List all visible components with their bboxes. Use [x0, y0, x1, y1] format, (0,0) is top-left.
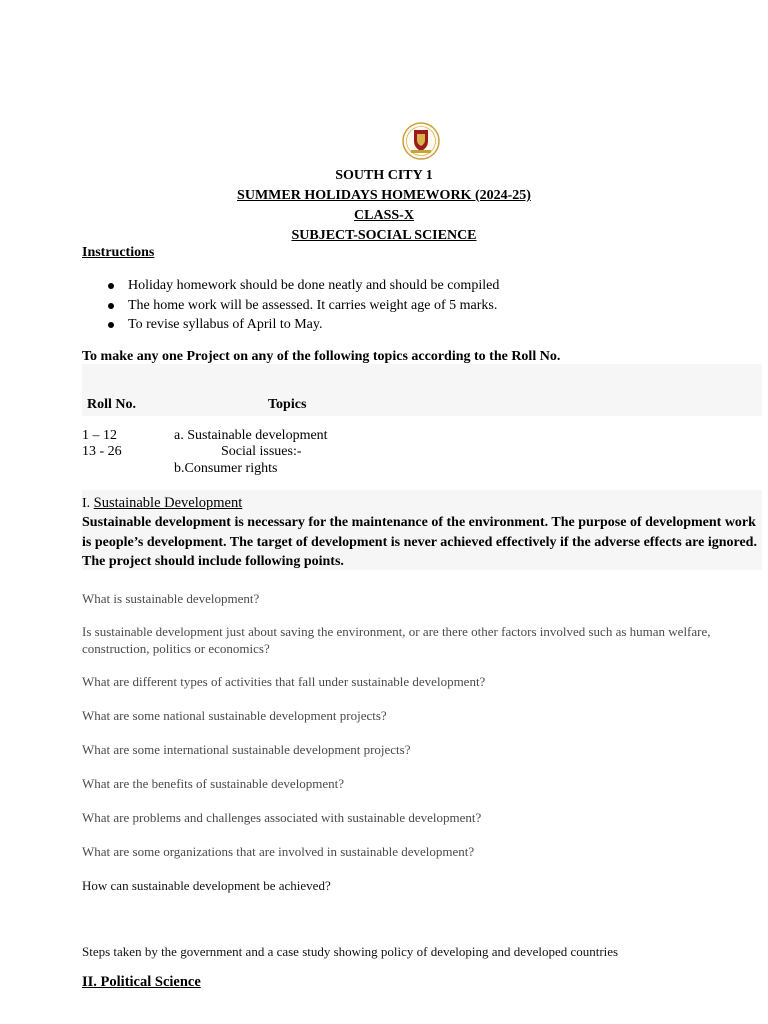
table-extra-topic: b.Consumer rights [174, 461, 278, 476]
question-item: What are problems and challenges associated with sustainable development? [82, 810, 482, 825]
school-logo [399, 121, 443, 161]
question-item: Is sustainable development just about saving the environment, or are there other factors involved such as human welfare, construction, politics or economics? [82, 624, 711, 656]
instruction-item: The home work will be assessed. It carries weight age of 5 marks. [106, 296, 499, 316]
table-row-topic: Social issues:- [221, 444, 302, 459]
table-header-shade [82, 364, 762, 416]
question-item: What are some national sustainable development projects? [82, 708, 387, 723]
section1-body: Sustainable development is necessary for the maintenance of the environment. The purpose of development work is people’s development. The target of development is never achieved effectively if the adverse effects are ignored. The project should include following points. [82, 515, 757, 569]
col-topics-header: Topics [268, 397, 307, 412]
question-item: What are some organizations that are involved in sustainable development? [82, 844, 475, 859]
table-row-roll: 13 - 26 [82, 444, 122, 459]
school-name: SOUTH CITY 1 [335, 168, 433, 183]
question-item: What are some international sustainable development projects? [82, 742, 411, 757]
class-label: CLASS-X [354, 208, 414, 223]
instructions-heading: Instructions [82, 245, 155, 260]
section1-numeral: I. [82, 496, 91, 511]
question-item: What is sustainable development? [82, 591, 260, 606]
doc-title: SUMMER HOLIDAYS HOMEWORK (2024-25) [237, 188, 531, 203]
table-row-roll: 1 – 12 [82, 428, 117, 443]
section1-heading: Sustainable Development [93, 495, 243, 511]
question-item: How can sustainable development be achieved? [82, 878, 331, 893]
instruction-item: To revise syllabus of April to May. [106, 315, 499, 335]
question-item: What are the benefits of sustainable development? [82, 776, 345, 791]
steps-text: Steps taken by the government and a case study showing policy of developing and developed countries [82, 944, 619, 959]
question-item: What are different types of activities that fall under sustainable development? [82, 674, 486, 689]
instruction-item: Holiday homework should be done neatly and should be compiled [106, 276, 499, 296]
subject-label: SUBJECT-SOCIAL SCIENCE [291, 228, 477, 243]
project-intro: To make any one Project on any of the following topics according to the Roll No. [82, 349, 561, 364]
col-roll-header: Roll No. [87, 397, 136, 412]
section2-heading: II. Political Science [82, 974, 201, 990]
table-row-topic: a. Sustainable development [174, 428, 328, 443]
section1-heading-line [82, 494, 242, 513]
instructions-list [106, 276, 499, 335]
